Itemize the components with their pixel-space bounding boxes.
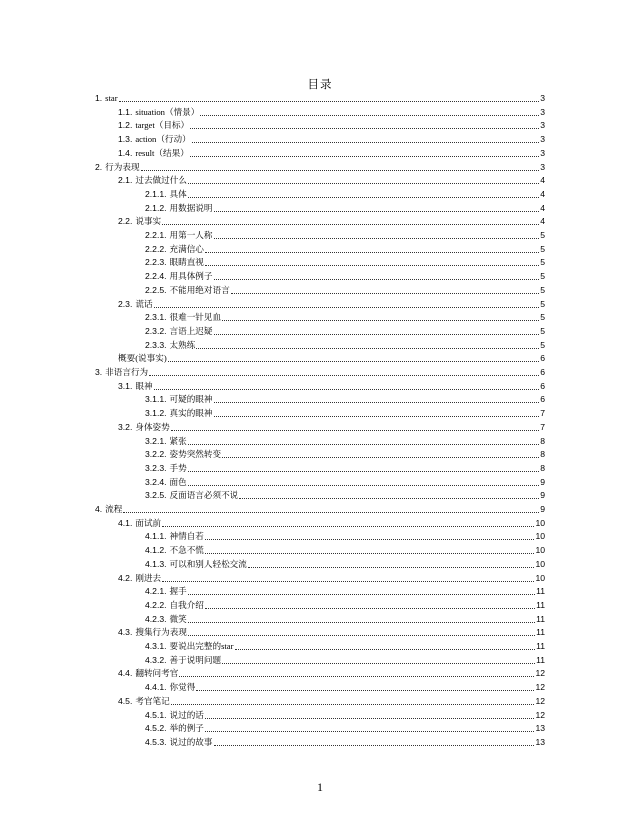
dot-leader	[235, 648, 536, 650]
toc-title: 目录	[307, 79, 333, 91]
toc-entry-page: 6	[540, 380, 545, 391]
toc-entry-number: 4.1.1.	[145, 531, 167, 542]
toc-entry-number: 4.5.3.	[145, 736, 167, 747]
toc-entry-number: 4.1.	[118, 517, 133, 528]
toc-entry-page: 6	[540, 353, 545, 364]
toc-entry[interactable]	[145, 228, 545, 241]
toc-entry-page: 10	[535, 572, 545, 583]
toc-entry[interactable]	[145, 283, 545, 296]
toc-entry[interactable]	[145, 708, 545, 721]
dot-leader	[222, 662, 535, 664]
toc-entry-number: 4.4.1.	[145, 682, 167, 693]
toc-entry[interactable]	[145, 461, 545, 474]
toc-entry-page: 8	[540, 462, 545, 473]
toc-entry[interactable]	[95, 160, 545, 173]
toc-entry-label: 搜集行为表现	[135, 627, 187, 638]
toc-entry[interactable]	[95, 502, 545, 515]
toc-entry-page: 5	[540, 271, 545, 282]
toc-entry[interactable]	[145, 557, 545, 570]
toc-entry-label: 说过的故事	[169, 736, 213, 747]
toc-entry-label: 行为表现	[105, 161, 140, 172]
toc-entry[interactable]	[145, 639, 545, 652]
dot-leader	[188, 182, 539, 184]
toc-entry-number: 3.2.2.	[145, 449, 167, 460]
toc-entry-page: 4	[540, 216, 545, 227]
toc-entry[interactable]	[145, 584, 545, 597]
dot-leader	[214, 401, 540, 403]
toc-entry[interactable]	[118, 420, 545, 433]
toc-entry-label: 谎话	[135, 298, 153, 309]
toc-entry[interactable]	[145, 475, 545, 488]
dot-leader	[188, 470, 540, 472]
toc-entry-page: 13	[535, 736, 545, 747]
dot-leader	[200, 114, 539, 116]
toc-entry-number: 2.3.2.	[145, 325, 167, 336]
toc-entry[interactable]	[118, 571, 545, 584]
toc-entry-label: 概要(说事实)	[118, 353, 167, 364]
toc-entry-label: 说过的话	[169, 709, 204, 720]
toc-entry-number: 2.2.1.	[145, 230, 167, 240]
toc-entry-number: 2.1.1.	[145, 188, 167, 199]
dot-leader	[239, 497, 539, 499]
toc-entry-number: 2.2.2.	[145, 243, 167, 254]
toc-entry-number: 2.1.	[118, 175, 133, 186]
toc-entry-page: 10	[535, 558, 545, 569]
toc-entry[interactable]	[145, 338, 545, 351]
toc-entry-label: 不急不慌	[169, 545, 204, 556]
toc-entry-number: 1.2.	[118, 120, 133, 131]
toc-entry-label: 眼睛直视	[169, 257, 204, 268]
toc-entry-page: 10	[535, 517, 545, 528]
toc-entry[interactable]	[145, 434, 545, 447]
toc-entry[interactable]	[118, 118, 545, 131]
toc-entry-page: 3	[540, 93, 545, 103]
toc-entry-label: 握手	[169, 586, 187, 597]
dot-leader	[188, 621, 535, 623]
toc-entry-number: 1.3.	[118, 134, 133, 145]
dot-leader	[205, 730, 535, 732]
toc-entry-page: 4	[540, 202, 545, 213]
toc-entry-number: 3.	[95, 367, 103, 377]
toc-entry-label: 考官笔记	[135, 695, 170, 706]
dot-leader	[188, 634, 535, 636]
toc-entry-page: 5	[540, 243, 545, 254]
dot-leader	[154, 306, 540, 308]
toc-entry[interactable]	[145, 201, 545, 214]
toc-entry-number: 4.1.3.	[145, 558, 167, 569]
toc-entry-page: 13	[535, 723, 545, 734]
toc-entry-label: 用具体例子	[169, 271, 213, 282]
toc-entry-label: 神情自若	[169, 531, 204, 542]
toc-entry-number: 3.1.1.	[145, 394, 167, 405]
toc-entry-number: 3.1.	[118, 380, 133, 391]
toc-entry-label: 用数据说明	[169, 202, 213, 213]
toc-entry[interactable]	[145, 721, 545, 734]
toc-entry-number: 4.2.2.	[145, 599, 167, 610]
dot-leader	[188, 443, 540, 445]
dot-leader	[119, 100, 540, 102]
toc-entry-page: 12	[535, 668, 545, 679]
toc-entry-number: 2.2.3.	[145, 257, 167, 268]
toc-entry-label: 翻转问考官	[135, 668, 179, 679]
toc-entry-number: 4.4.	[118, 668, 133, 679]
toc-entry-number: 4.2.1.	[145, 586, 167, 597]
dot-leader	[205, 251, 539, 253]
toc-entry[interactable]	[145, 488, 545, 501]
toc-entry-number: 2.2.4.	[145, 271, 167, 282]
toc-entry[interactable]	[145, 392, 545, 405]
toc-entry-number: 3.2.4.	[145, 476, 167, 487]
toc-entry-label: 眼神	[135, 380, 153, 391]
toc-entry[interactable]	[118, 625, 545, 638]
toc-entry[interactable]	[118, 666, 545, 679]
toc-entry-number: 2.3.1.	[145, 312, 167, 323]
toc-entry-page: 5	[540, 284, 545, 295]
dot-leader	[179, 675, 534, 677]
toc-entry[interactable]	[118, 297, 545, 310]
toc-entry[interactable]	[118, 105, 545, 118]
toc-entry-page: 11	[536, 654, 545, 665]
dot-leader	[205, 264, 539, 266]
toc-entry-label: 微笑	[169, 613, 187, 624]
toc-entry-label: 姿势突然转变	[169, 449, 222, 460]
toc-entry-label: 很难一针见血	[169, 312, 222, 323]
toc-entry-label: 不能用绝对语言	[169, 284, 230, 295]
dot-leader	[196, 689, 534, 691]
dot-leader	[162, 223, 539, 225]
toc-entry-number: 4.5.2.	[145, 723, 167, 734]
toc-entry-label: 非语言行为	[105, 367, 149, 377]
toc-entry-number: 2.2.5.	[145, 284, 167, 295]
toc-entry-page: 12	[535, 695, 545, 706]
dot-leader	[205, 552, 535, 554]
toc-entry-page: 6	[540, 394, 545, 405]
toc-entry-page: 3	[540, 106, 545, 117]
toc-entry-number: 1.4.	[118, 147, 133, 158]
toc-entry-page: 5	[540, 257, 545, 268]
toc-entry-number: 2.2.	[118, 216, 133, 227]
toc-entry-page: 3	[540, 147, 545, 158]
toc-entry[interactable]	[118, 132, 545, 145]
toc-entry[interactable]	[145, 324, 545, 337]
toc-entry-label: 真实的眼神	[169, 408, 213, 419]
toc-entry-number: 4.5.	[118, 695, 133, 706]
toc-entry-page: 3	[540, 120, 545, 131]
toc-entry[interactable]	[145, 735, 545, 748]
dot-leader	[162, 580, 534, 582]
toc-entry[interactable]	[118, 379, 545, 392]
toc-entry[interactable]	[145, 447, 545, 460]
toc-entry-page: 11	[536, 627, 545, 638]
toc-entry-page: 5	[540, 230, 545, 240]
toc-entry[interactable]	[118, 516, 545, 529]
dot-leader	[154, 388, 540, 390]
toc-entry-page: 11	[536, 586, 545, 597]
toc-entry-label: 刚进去	[135, 572, 162, 583]
dot-leader	[214, 744, 535, 746]
dot-leader	[171, 703, 535, 705]
toc-entry-label: 自我介绍	[169, 599, 204, 610]
toc-entry[interactable]	[145, 529, 545, 542]
toc-entry[interactable]	[145, 598, 545, 611]
toc-entry-page: 3	[540, 134, 545, 145]
toc-entry-label: 流程	[105, 504, 123, 514]
toc-entry-label: 充满信心	[169, 243, 204, 254]
toc-entry-page: 4	[540, 188, 545, 199]
dot-leader	[123, 511, 539, 513]
toc-entry-page: 7	[540, 408, 545, 419]
toc-entry[interactable]	[145, 653, 545, 666]
toc-entry-label: action（行动）	[135, 134, 191, 145]
toc-entry-number: 2.	[95, 161, 103, 172]
toc-entry-number: 2.3.	[118, 298, 133, 309]
toc-entry-page: 9	[540, 504, 545, 514]
toc-entry[interactable]	[118, 146, 545, 159]
toc-entry-label: target（目标）	[135, 120, 190, 131]
toc-entry[interactable]	[145, 255, 545, 268]
toc-entry[interactable]	[145, 543, 545, 556]
dot-leader	[192, 141, 540, 143]
dot-leader	[188, 196, 540, 198]
toc-entry-label: 说事实	[135, 216, 162, 227]
dot-leader	[162, 525, 534, 527]
dot-leader	[214, 237, 540, 239]
toc-entry[interactable]	[145, 612, 545, 625]
toc-entry[interactable]	[145, 269, 545, 282]
toc-entry[interactable]	[145, 187, 545, 200]
toc-entry[interactable]	[95, 91, 545, 104]
toc-entry-label: 反面语言必须不说	[169, 490, 239, 501]
dot-leader	[190, 127, 539, 129]
toc-entry-label: 要说出完整的star	[169, 641, 234, 651]
toc-entry[interactable]	[118, 694, 545, 707]
toc-entry-number: 4.5.1.	[145, 709, 167, 720]
toc-entry-page: 4	[540, 175, 545, 186]
dot-leader	[205, 717, 535, 719]
toc-entry[interactable]	[118, 214, 545, 227]
dot-leader	[205, 538, 535, 540]
toc-entry-label: 紧张	[169, 435, 187, 446]
toc-entry-page: 5	[540, 325, 545, 336]
toc-entry-page: 9	[540, 490, 545, 501]
toc-entry-label: star	[105, 93, 118, 103]
toc-entry-label: 面色	[169, 476, 187, 487]
toc-entry-number: 3.1.2.	[145, 408, 167, 419]
toc-entry-number: 2.1.2.	[145, 202, 167, 213]
toc-entry[interactable]	[145, 310, 545, 323]
toc-entry[interactable]	[118, 351, 545, 364]
dot-leader	[222, 319, 539, 321]
toc-entry-label: 言语上迟疑	[169, 325, 213, 336]
toc-entry-label: 善于说明问题	[169, 654, 222, 665]
toc-entry-label: 可疑的眼神	[169, 394, 213, 405]
toc-entry-page: 12	[535, 709, 545, 720]
dot-leader	[214, 278, 540, 280]
toc-entry-page: 9	[540, 476, 545, 487]
dot-leader	[205, 607, 535, 609]
toc-entry-number: 2.3.3.	[145, 339, 167, 350]
toc-entry-page: 5	[540, 312, 545, 323]
dot-leader	[188, 484, 540, 486]
toc-entry-page: 5	[540, 339, 545, 350]
toc-entry-page: 8	[540, 449, 545, 460]
dot-leader	[214, 415, 540, 417]
toc-entry-number: 3.2.5.	[145, 490, 167, 501]
toc-entry-number: 4.3.2.	[145, 654, 167, 665]
dot-leader	[214, 333, 540, 335]
dot-leader	[248, 566, 535, 568]
dot-leader	[168, 360, 540, 362]
dot-leader	[149, 374, 539, 376]
toc-entry-number: 4.2.3.	[145, 613, 167, 624]
toc-entry-label: 过去做过什么	[135, 175, 187, 186]
dot-leader	[141, 169, 540, 171]
toc-entry-page: 6	[540, 367, 545, 377]
toc-entry-number: 3.2.	[118, 421, 133, 432]
toc-entry-page: 7	[540, 421, 545, 432]
toc-entry-number: 4.2.	[118, 572, 133, 583]
toc-entry-number: 1.1.	[118, 106, 133, 117]
toc-entry-label: 面试前	[135, 517, 162, 528]
toc-entry-page: 12	[535, 682, 545, 693]
dot-leader	[222, 456, 539, 458]
toc-entry-number: 3.2.1.	[145, 435, 167, 446]
toc-entry-label: 你觉得	[169, 682, 196, 693]
toc-entry-label: 可以和别人轻松交流	[169, 558, 247, 569]
toc-entry-label: situation（情景）	[135, 106, 200, 117]
toc-entry[interactable]	[95, 365, 545, 378]
toc-entry-number: 1.	[95, 93, 103, 103]
toc-entry-label: 身体姿势	[135, 421, 170, 432]
toc-entry[interactable]	[145, 406, 545, 419]
dot-leader	[196, 347, 539, 349]
toc-entry-page: 5	[540, 298, 545, 309]
dot-leader	[171, 429, 539, 431]
toc-entry-label: 太熟练	[169, 339, 196, 350]
toc-entry-page: 3	[540, 161, 545, 172]
toc-entry[interactable]	[145, 242, 545, 255]
toc-entry-page: 10	[535, 545, 545, 556]
dot-leader	[231, 292, 540, 294]
toc-entry-page: 8	[540, 435, 545, 446]
toc-entry-label: 用第一人称	[169, 230, 213, 240]
toc-entry-page: 10	[535, 531, 545, 542]
toc-entry[interactable]	[145, 680, 545, 693]
toc-entry-page: 11	[536, 641, 545, 651]
toc-entry-page: 11	[536, 613, 545, 624]
dot-leader	[190, 155, 539, 157]
toc-entry-number: 4.3.1.	[145, 641, 167, 651]
toc-entry-label: 手势	[169, 462, 187, 473]
page-number: 1	[317, 780, 323, 794]
toc-entry-number: 3.2.3.	[145, 462, 167, 473]
toc-entry-page: 11	[536, 599, 545, 610]
toc-entry-label: 举的例子	[169, 723, 204, 734]
toc-entry-number: 4.1.2.	[145, 545, 167, 556]
toc-entry-number: 4.	[95, 504, 103, 514]
toc-entry-label: 具体	[169, 188, 187, 199]
toc-entry[interactable]	[118, 173, 545, 186]
toc-entry-label: result（结果）	[135, 147, 189, 158]
dot-leader	[188, 593, 535, 595]
toc-entry-number: 4.3.	[118, 627, 133, 638]
dot-leader	[214, 210, 540, 212]
